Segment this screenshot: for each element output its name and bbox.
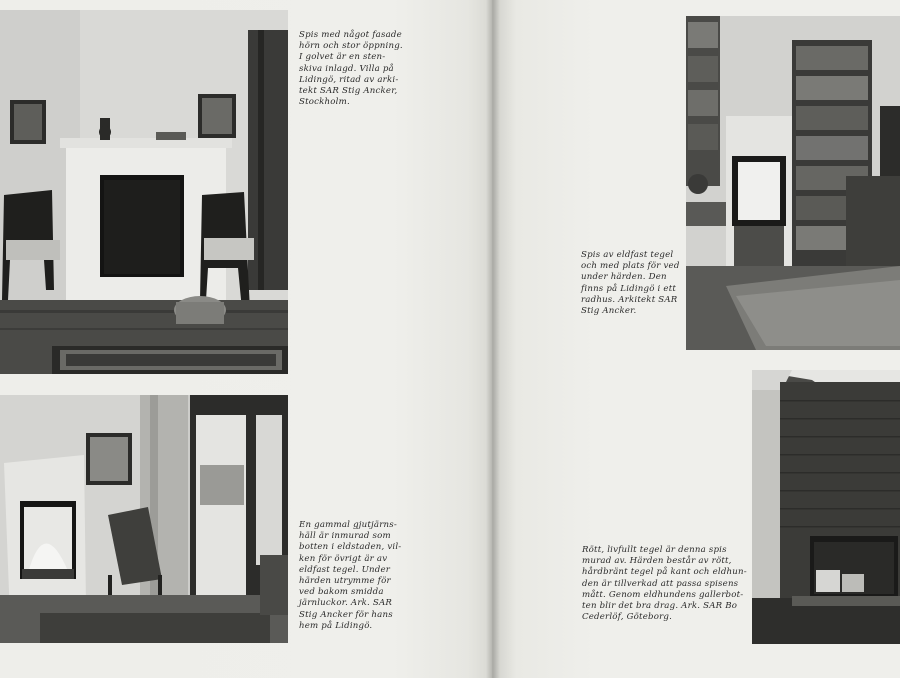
photo-bookshelf-fireplace: [686, 16, 900, 350]
caption-red-brick-fireplace: Rött, livfullt tegel är denna spis murad av. Härden består av rött, hårdbränt tegel på kant och eldhun- den är tillverkad att passa spisens mått. Genom eldhundens gallerbot- ten blir det bra drag. Ark. SAR Bo Cederlöf, Göteborg.: [582, 545, 747, 623]
photo-brick-fireplace: [752, 370, 900, 644]
photo-fireplace-with-chairs: [0, 10, 288, 374]
book-gutter: [486, 0, 500, 678]
caption-firebrick-fireplace: Spis av eldfast tegel och med plats för ved under härden. Den finns på Lidingö i ett radhus. Arkitekt SAR Stig Ancker.: [581, 250, 680, 317]
photo-corner-fireplace: [0, 395, 288, 643]
caption-cast-iron-hearth: En gammal gjutjärns- häll är inmurad som botten i eldstaden, vil- ken för övrigt är av eldfast tegel. Under härden utrymme för ved bakom smidda järnluckor. Ark. SAR Stig Ancker för hans hem på Lidingö.: [299, 520, 402, 631]
caption-fireplace-chairs: Spis med något fasade hörn och stor öppning. I golvet är en sten- skiva inlagd. Villa på Lidingö, ritad av arki- tekt SAR Stig Ancker, Stockholm.: [299, 30, 403, 108]
